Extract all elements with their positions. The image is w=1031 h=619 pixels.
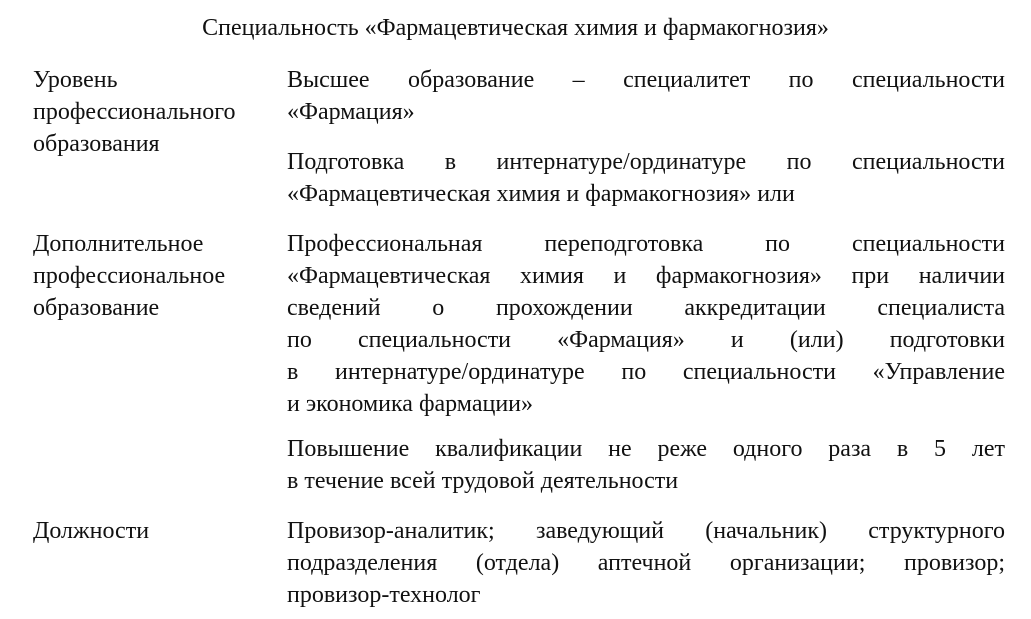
text-line: Подготовка в интернатуре/ординатуре по специальности: [287, 149, 1005, 175]
row-value-additional-education-p1: [287, 228, 1005, 420]
row-value-additional-education-p2: [287, 433, 1005, 497]
text-line: Высшее образование – специалитет по специальности: [287, 67, 1005, 93]
row-value-positions: [287, 515, 1005, 611]
row-label-positions: [33, 515, 273, 547]
text-line: провизор-технолог: [287, 582, 481, 608]
text-line: Провизор-аналитик; заведующий (начальник) структурного: [287, 518, 1005, 544]
document-title: Специальность «Фармацевтическая химия и фармакогнозия»: [202, 15, 829, 41]
label-line: профессиональное: [33, 263, 226, 289]
row-value-education-level-p1: [287, 64, 1005, 128]
row-value-education-level-p2: [287, 146, 1005, 210]
label-line: профессионального: [33, 99, 236, 125]
label-line: образования: [33, 131, 160, 157]
row-label-additional-education: [33, 228, 273, 324]
label-line: образование: [33, 295, 160, 321]
row-label-education-level: [33, 64, 273, 160]
text-line: «Фармацевтическая химия и фармакогнозия» или: [287, 181, 795, 207]
text-line: сведений о прохождении аккредитации специалиста: [287, 295, 1005, 321]
text-line: по специальности «Фармация» и (или) подготовки: [287, 327, 1005, 353]
label-line: Уровень: [33, 67, 118, 93]
text-line: и экономика фармации»: [287, 391, 533, 417]
text-line: «Фармацевтическая химия и фармакогнозия» при наличии: [287, 263, 1005, 289]
text-line: Повышение квалификации не реже одного раза в 5 лет: [287, 436, 1005, 462]
text-line: в интернатуре/ординатуре по специальности «Управление: [287, 359, 1005, 385]
label-line: Дополнительное: [33, 231, 204, 257]
text-line: «Фармация»: [287, 99, 415, 125]
text-line: Профессиональная переподготовка по специальности: [287, 231, 1005, 257]
label-line: Должности: [33, 518, 150, 544]
text-line: в течение всей трудовой деятельности: [287, 468, 679, 494]
text-line: подразделения (отдела) аптечной организации; провизор;: [287, 550, 1005, 576]
